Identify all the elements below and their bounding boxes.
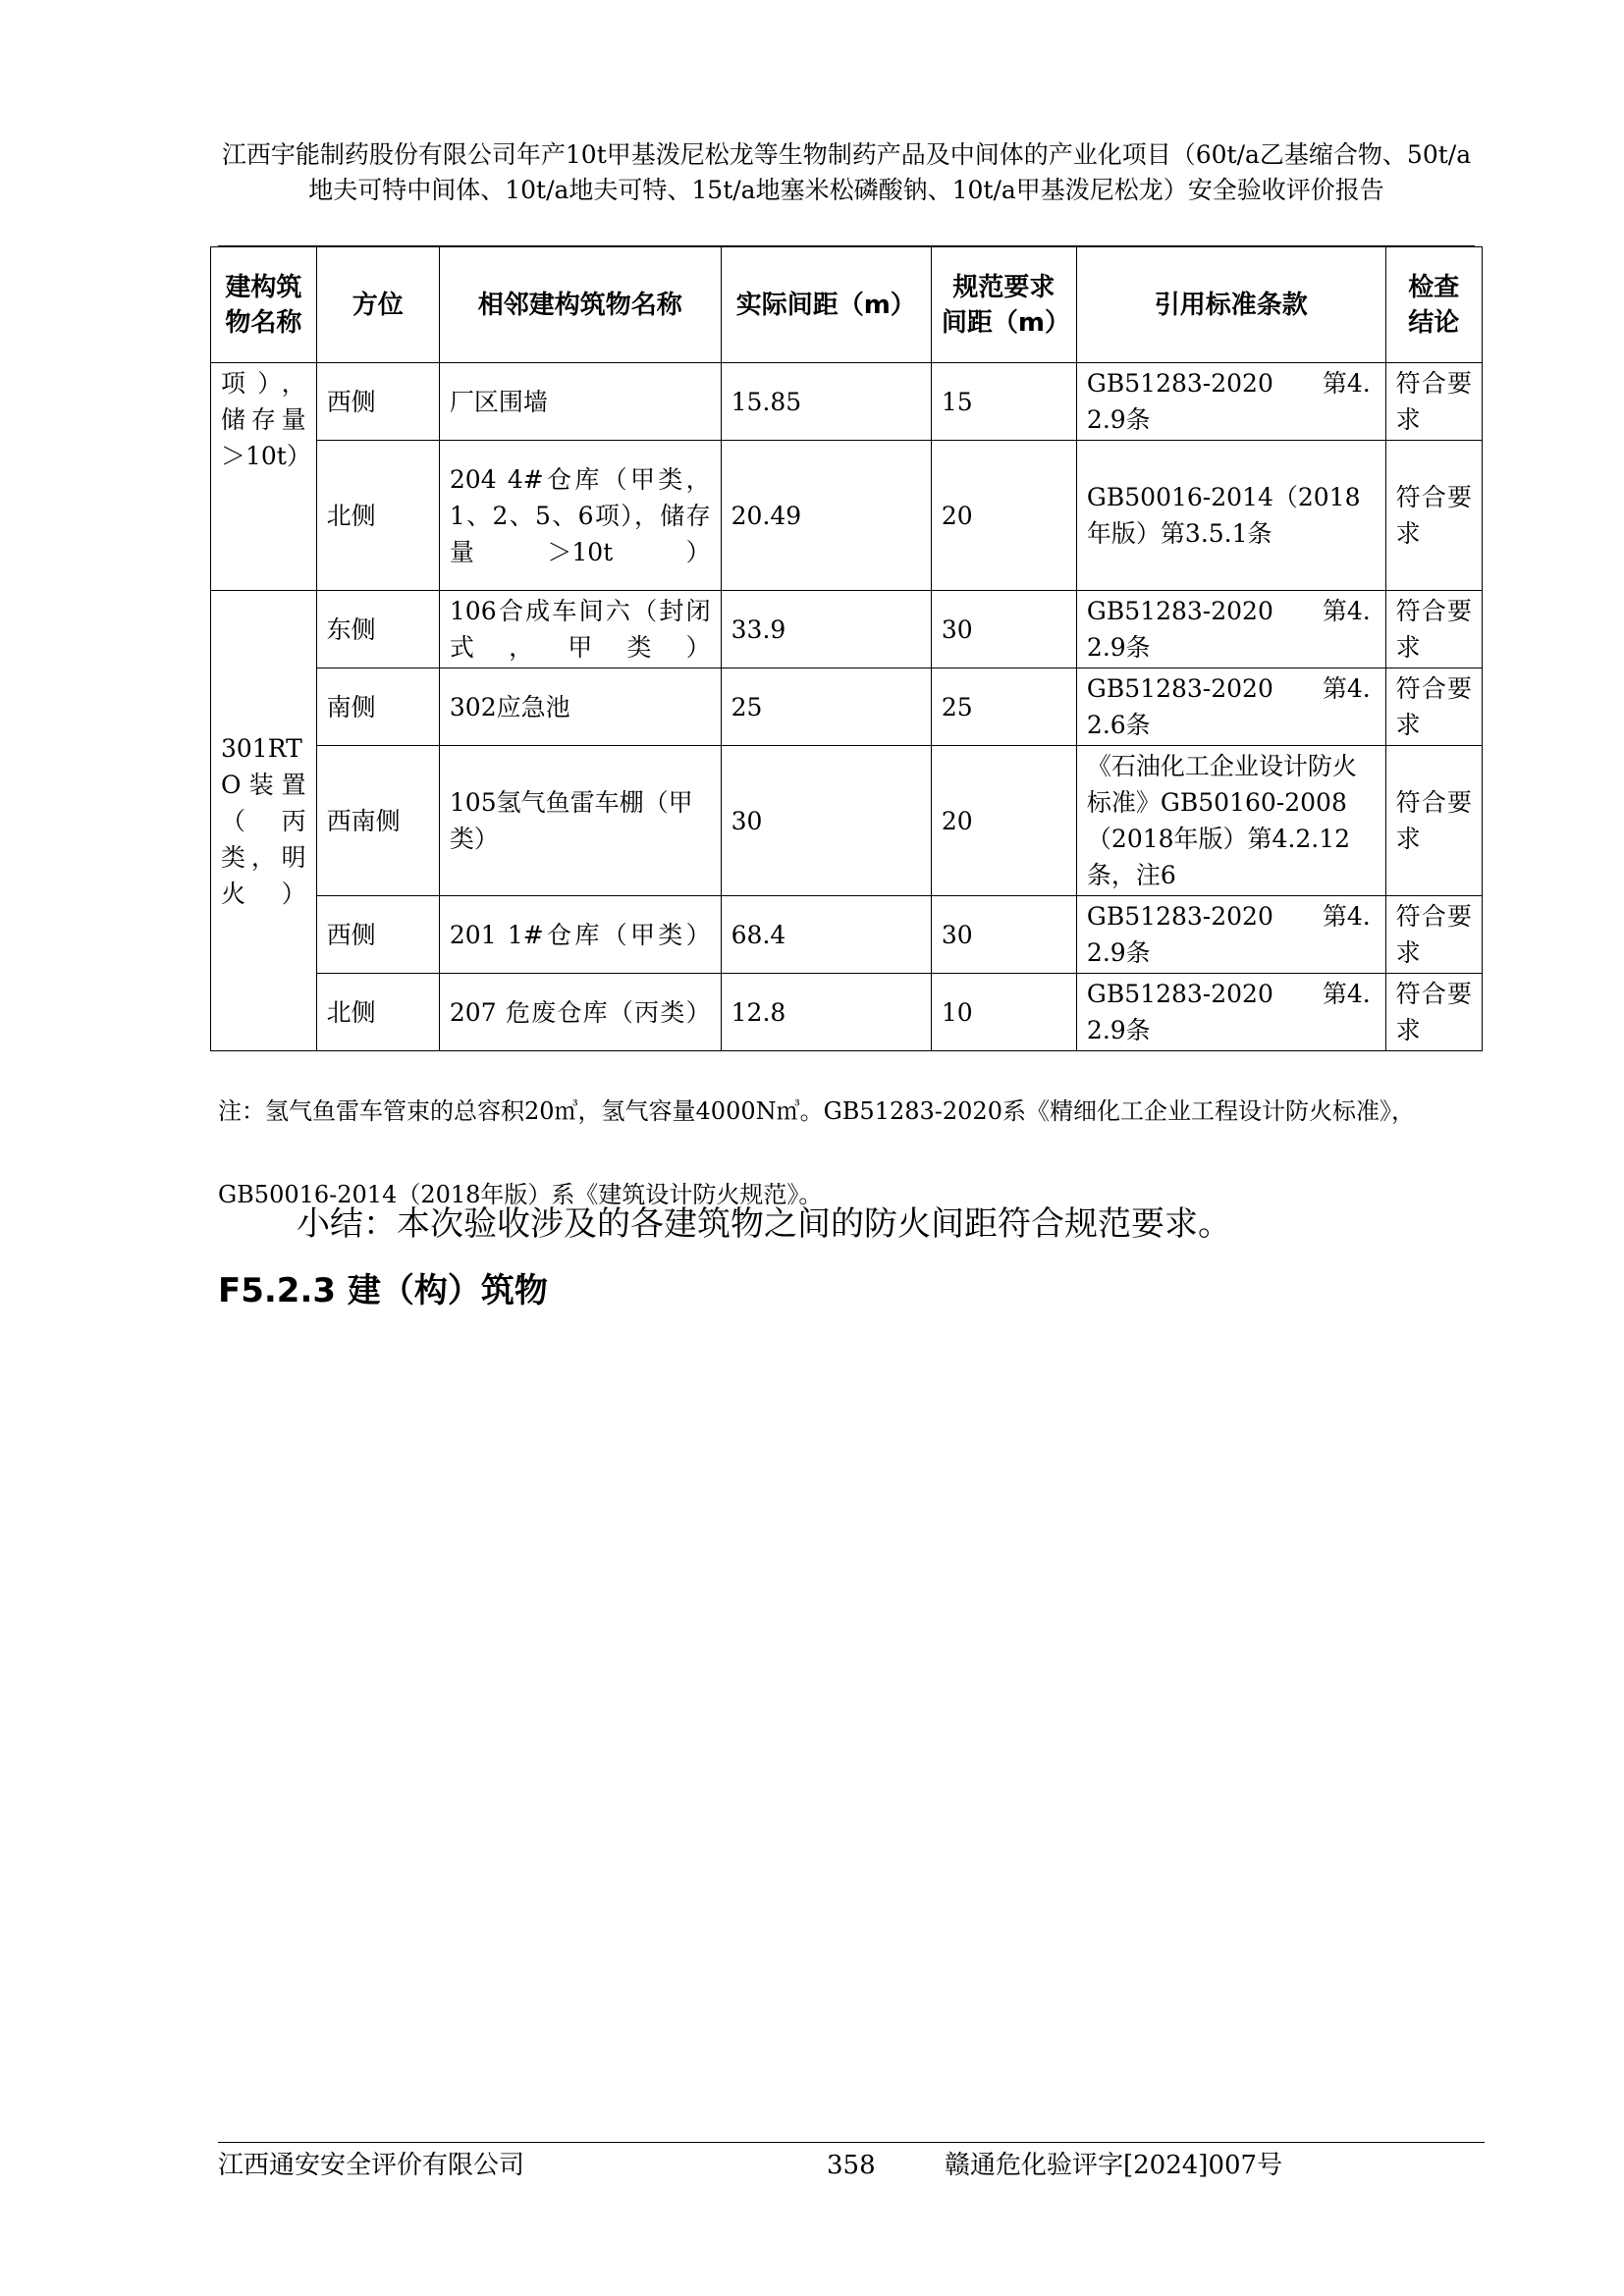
- table-row: [211, 668, 1483, 746]
- neighbor-cell: 207 危废仓库（丙类）: [439, 974, 721, 1051]
- actual-distance-cell: 15.85: [721, 363, 931, 441]
- table-row: [211, 363, 1483, 441]
- standard-cell: GB51283-2020 第4.2.9条: [1076, 896, 1385, 974]
- neighbor-cell: 302应急池: [439, 668, 721, 746]
- standard-cell: GB51283-2020 第4.2.9条: [1076, 591, 1385, 668]
- neighbor-cell: 201 1#仓库（甲类）: [439, 896, 721, 974]
- result-cell: 符合要求: [1385, 363, 1482, 441]
- section-heading: F5.2.3 建（构）筑物: [218, 1271, 548, 1310]
- standard-cell: GB51283-2020 第4.2.9条: [1076, 974, 1385, 1051]
- actual-distance-cell: 68.4: [721, 896, 931, 974]
- standard-cell: GB51283-2020 第4.2.9条: [1076, 363, 1385, 441]
- direction-cell: 东侧: [316, 591, 439, 668]
- actual-distance-cell: 33.9: [721, 591, 931, 668]
- direction-cell: 北侧: [316, 441, 439, 591]
- header-actual-distance: 实际间距（m）: [721, 247, 931, 363]
- table-note: 注：氢气鱼雷车管束的总容积20㎥，氢气容量4000N㎥。GB51283-2020系《精细化工企业工程设计防火标准》，GB50016-2014（2018年版）系《建筑设计防火规范》。: [218, 1097, 1415, 1208]
- footer-company: 江西通安安全评价有限公司: [218, 2151, 525, 2180]
- result-cell: 符合要求: [1385, 746, 1482, 896]
- result-cell: 符合要求: [1385, 974, 1482, 1051]
- required-distance-cell: 15: [931, 363, 1076, 441]
- neighbor-cell: 105氢气鱼雷车棚（甲类）: [439, 746, 721, 896]
- direction-cell: 西侧: [316, 363, 439, 441]
- header-building: 建构筑物名称: [211, 247, 317, 363]
- table-row: [211, 896, 1483, 974]
- summary-paragraph: 小结：本次验收涉及的各建筑物之间的防火间距符合规范要求。: [297, 1204, 1231, 1244]
- actual-distance-cell: 12.8: [721, 974, 931, 1051]
- standard-cell: GB50016-2014（2018年版）第3.5.1条: [1076, 441, 1385, 591]
- table-row: [211, 591, 1483, 668]
- standard-cell: 《石油化工企业设计防火标准》GB50160-2008（2018年版）第4.2.12条，注6: [1076, 746, 1385, 896]
- result-cell: 符合要求: [1385, 896, 1482, 974]
- neighbor-cell: 204 4#仓库（甲类，1、2、5、6项），储存量＞10t）: [439, 441, 721, 591]
- table-row: [211, 974, 1483, 1051]
- required-distance-cell: 10: [931, 974, 1076, 1051]
- result-cell: 符合要求: [1385, 591, 1482, 668]
- result-cell: 符合要求: [1385, 668, 1482, 746]
- direction-cell: 南侧: [316, 668, 439, 746]
- header-result: 检查结论: [1385, 247, 1482, 363]
- required-distance-cell: 30: [931, 896, 1076, 974]
- actual-distance-cell: 25: [721, 668, 931, 746]
- direction-cell: 北侧: [316, 974, 439, 1051]
- actual-distance-cell: 20.49: [721, 441, 931, 591]
- table-header-row: [211, 247, 1483, 363]
- actual-distance-cell: 30: [721, 746, 931, 896]
- footer-divider: [218, 2142, 1485, 2143]
- required-distance-cell: 30: [931, 591, 1076, 668]
- document-header: 江西宇能制药股份有限公司年产10t甲基泼尼松龙等生物制药产品及中间体的产业化项目（60t/a乙基缩合物、50t/a地夫可特中间体、10t/a地夫可特、15t/a地塞米松磷酸钠、10t/a甲基泼尼松龙）安全验收评价报告: [221, 140, 1472, 204]
- table-row: [211, 746, 1483, 896]
- neighbor-cell: 106合成车间六（封闭式，甲类）: [439, 591, 721, 668]
- building-cell: 项），储存量＞10t）: [211, 363, 317, 591]
- direction-cell: 西侧: [316, 896, 439, 974]
- result-cell: 符合要求: [1385, 441, 1482, 591]
- report-number: 赣通危化验评字[2024]007号: [945, 2151, 1283, 2180]
- fire-spacing-table: [210, 246, 1483, 1051]
- standard-cell: GB51283-2020 第4.2.6条: [1076, 668, 1385, 746]
- header-direction: 方位: [316, 247, 439, 363]
- required-distance-cell: 20: [931, 746, 1076, 896]
- required-distance-cell: 20: [931, 441, 1076, 591]
- header-neighbor: 相邻建构筑物名称: [439, 247, 721, 363]
- header-standard: 引用标准条款: [1076, 247, 1385, 363]
- header-required-distance: 规范要求间距（m）: [931, 247, 1076, 363]
- building-cell: 301RTO装置（丙类，明火）: [211, 591, 317, 1051]
- direction-cell: 西南侧: [316, 746, 439, 896]
- neighbor-cell: 厂区围墙: [439, 363, 721, 441]
- required-distance-cell: 25: [931, 668, 1076, 746]
- table-row: [211, 441, 1483, 591]
- page-number: 358: [827, 2151, 876, 2180]
